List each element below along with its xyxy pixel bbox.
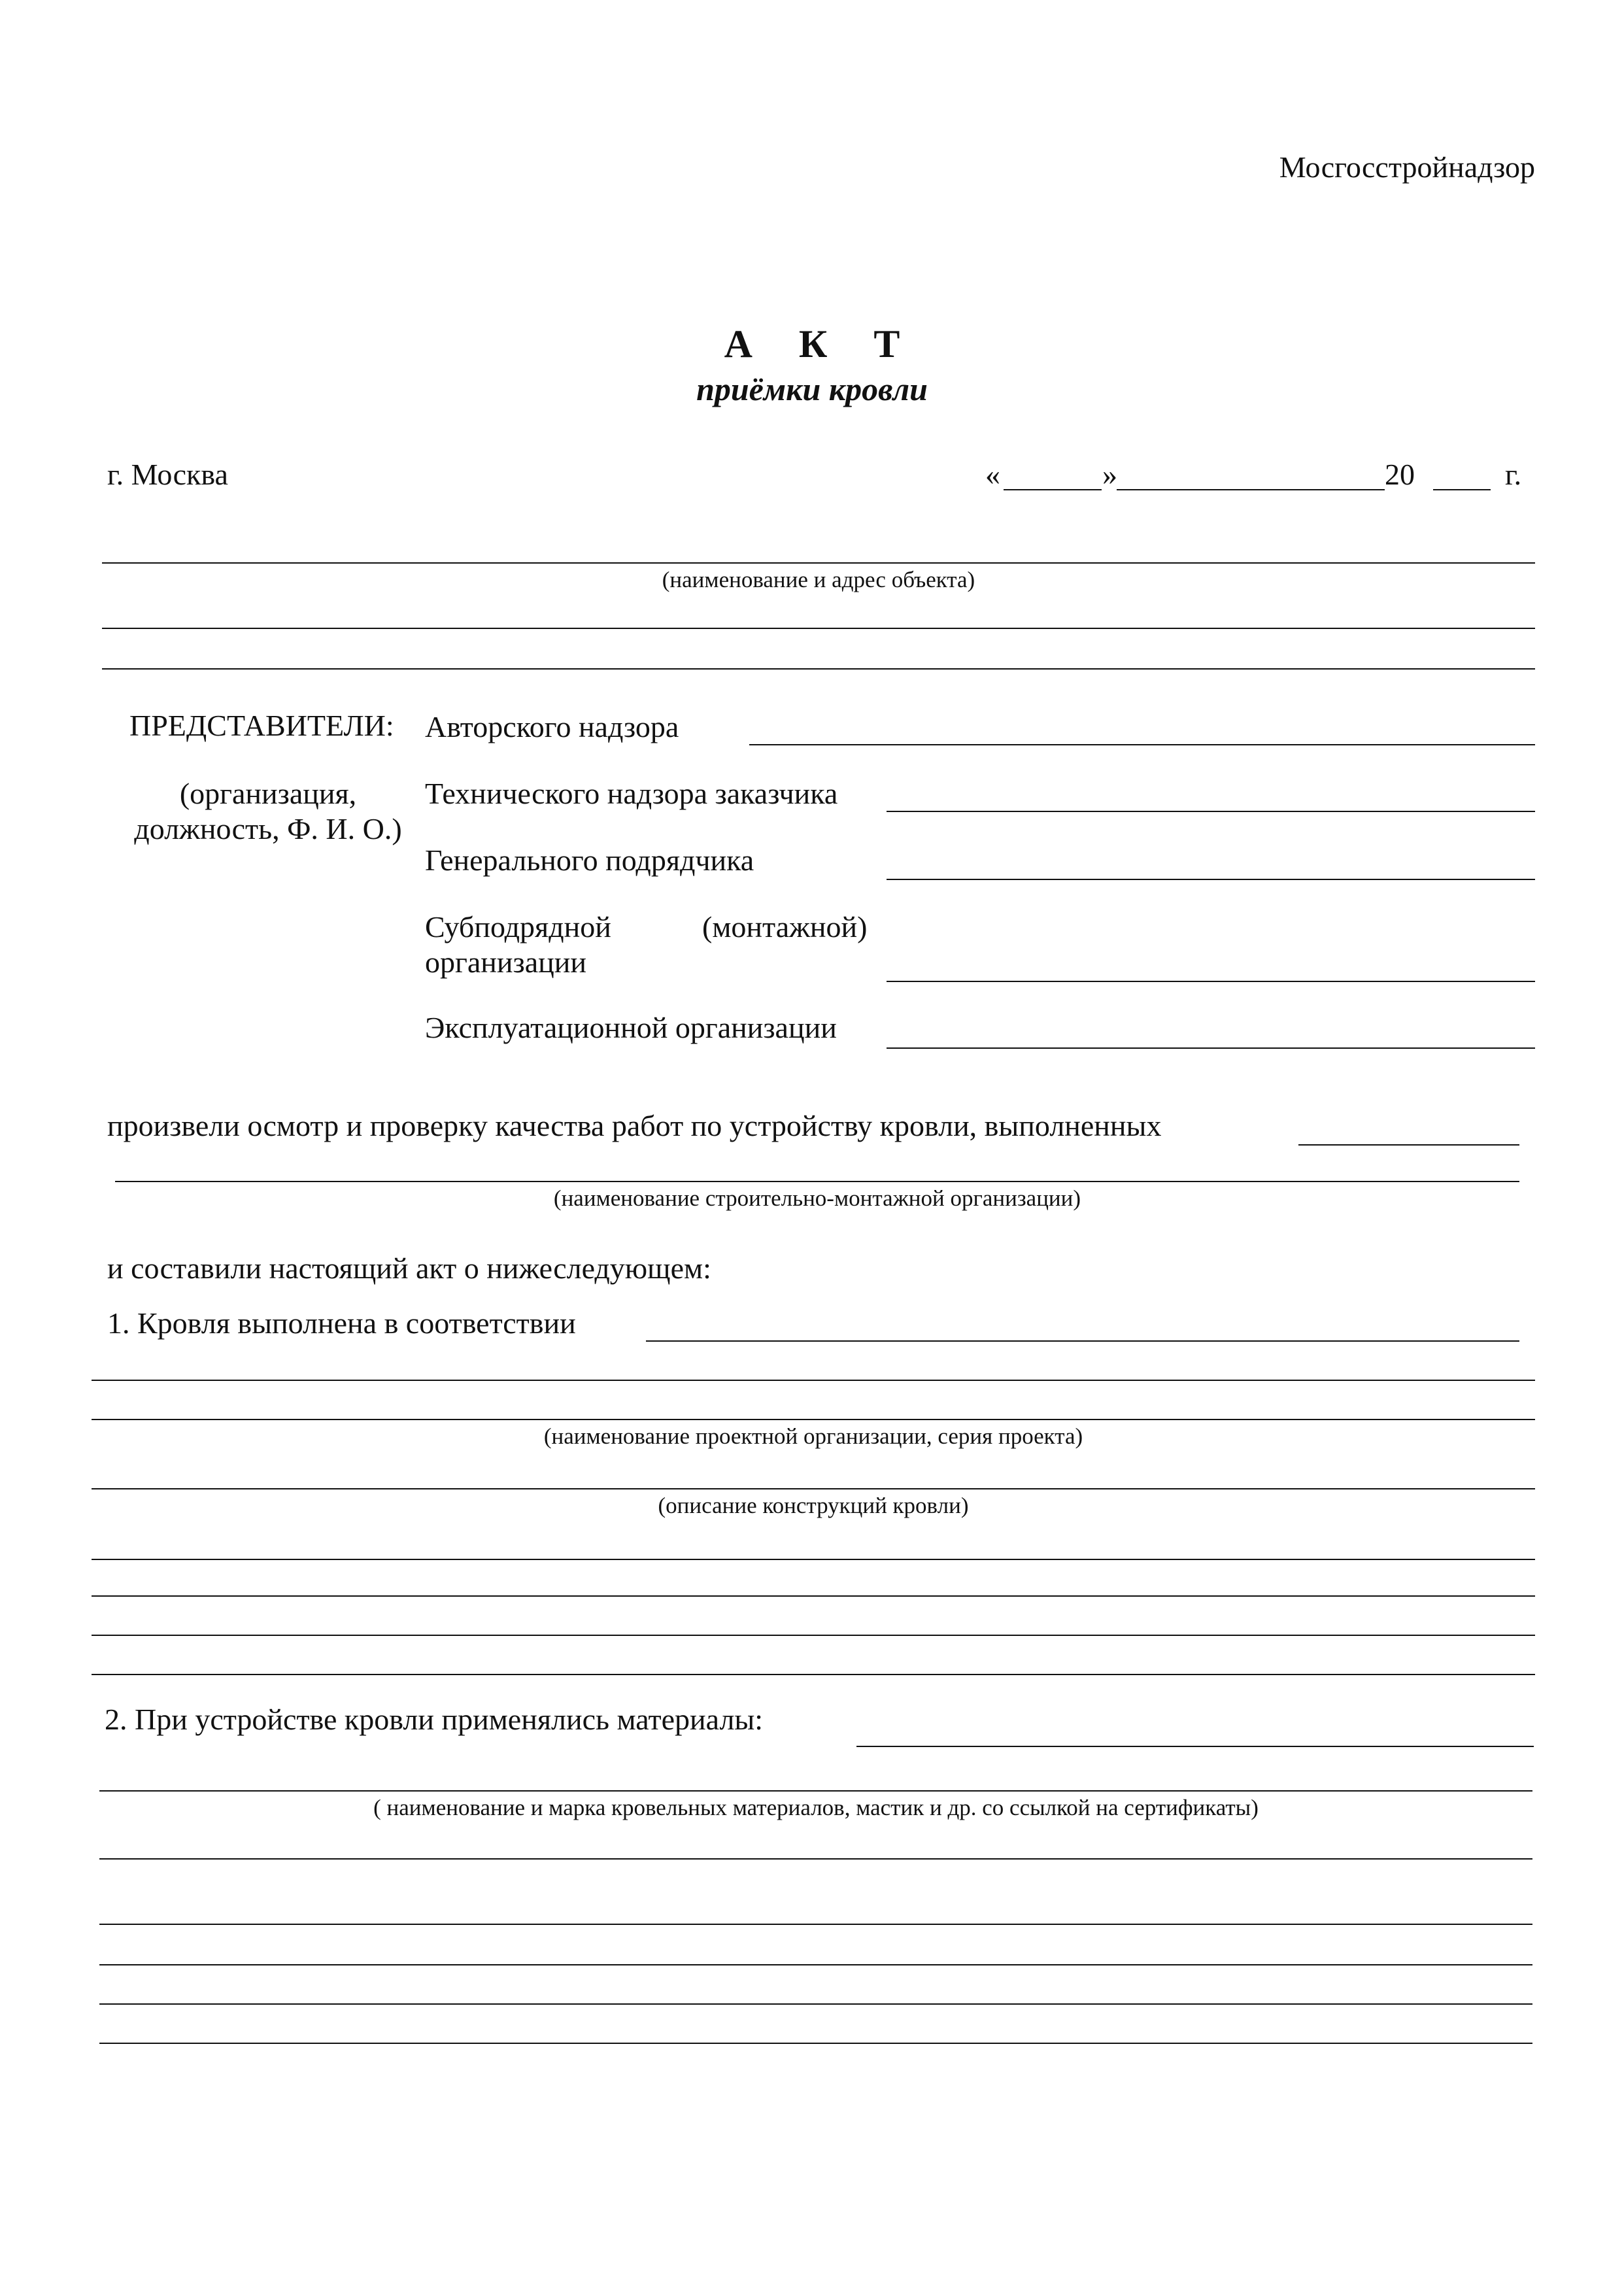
section2-line-5[interactable] [99, 1964, 1532, 1965]
date-year-line[interactable] [1433, 489, 1491, 490]
section1-text: 1. Кровля выполнена в соответствии [107, 1306, 576, 1340]
section1-caption2: (описание конструкций кровли) [658, 1493, 969, 1518]
section1-line-4[interactable] [92, 1488, 1535, 1489]
object-line-1[interactable] [102, 562, 1535, 564]
rep-subcontractor-label-part2: (монтажной) [702, 910, 868, 944]
section2-line-1[interactable] [856, 1746, 1534, 1747]
rep-subcontractor-label-line2: организации [425, 945, 586, 979]
representatives-note-line2: должность, Ф. И. О.) [134, 812, 402, 845]
document-title: А К Т [724, 322, 919, 366]
section2-line-4[interactable] [99, 1924, 1532, 1925]
rep-technical-supervision-label: Технического надзора заказчика [425, 777, 838, 810]
document-subtitle: приёмки кровли [696, 371, 928, 407]
section2-text: 2. При устройстве кровли применялись материалы: [105, 1703, 764, 1736]
rep-technical-supervision-line[interactable] [887, 811, 1535, 812]
section1-line-7[interactable] [92, 1635, 1535, 1636]
city-label: г. Москва [107, 458, 228, 491]
authority-name: Мосгосстройнадзор [1279, 150, 1535, 184]
date-day-line[interactable] [1004, 489, 1102, 490]
inspection-line-2[interactable] [115, 1181, 1519, 1182]
section1-line-2[interactable] [92, 1380, 1535, 1381]
rep-general-contractor-line[interactable] [887, 879, 1535, 880]
section2-line-2[interactable] [99, 1790, 1532, 1792]
conclusion-intro: и составили настоящий акт о нижеследующем: [107, 1251, 711, 1285]
rep-author-supervision-label: Авторского надзора [425, 710, 679, 743]
section1-caption1: (наименование проектной организации, серия проекта) [543, 1423, 1083, 1449]
inspection-text: произвели осмотр и проверку качества работ по устройству кровли, выполненных [107, 1109, 1162, 1142]
inspection-contractor-line[interactable] [1298, 1144, 1519, 1146]
section1-line-1[interactable] [646, 1340, 1519, 1342]
section1-line-8[interactable] [92, 1674, 1535, 1675]
section2-line-6[interactable] [99, 2003, 1532, 2005]
object-line-2[interactable] [102, 628, 1535, 629]
section2-line-3[interactable] [99, 1858, 1532, 1860]
section1-line-5[interactable] [92, 1559, 1535, 1560]
section1-line-6[interactable] [92, 1595, 1535, 1597]
rep-operating-org-label: Эксплуатационной организации [425, 1011, 837, 1044]
date-quote-open: « [985, 458, 1000, 491]
representatives-note-line1: (организация, [179, 777, 357, 810]
date-year-suffix: г. [1505, 458, 1522, 491]
inspection-caption: (наименование строительно-монтажной организации) [553, 1185, 1081, 1211]
date-quote-close: » [1102, 458, 1117, 491]
rep-operating-org-line[interactable] [887, 1047, 1535, 1049]
rep-subcontractor-label-part1: Субподрядной [425, 910, 611, 944]
section2-caption: ( наименование и марка кровельных материалов, мастик и др. со ссылкой на сертификаты) [373, 1795, 1259, 1820]
date-month-line[interactable] [1117, 489, 1385, 490]
section1-line-3[interactable] [92, 1419, 1535, 1420]
rep-subcontractor-line[interactable] [887, 981, 1535, 982]
rep-general-contractor-label: Генерального подрядчика [425, 843, 754, 877]
section2-line-7[interactable] [99, 2043, 1532, 2044]
representatives-heading: ПРЕДСТАВИТЕЛИ: [129, 709, 394, 742]
rep-author-supervision-line[interactable] [749, 744, 1535, 745]
date-century: 20 [1385, 458, 1415, 491]
object-line-3[interactable] [102, 668, 1535, 670]
object-caption: (наименование и адрес объекта) [662, 567, 975, 592]
